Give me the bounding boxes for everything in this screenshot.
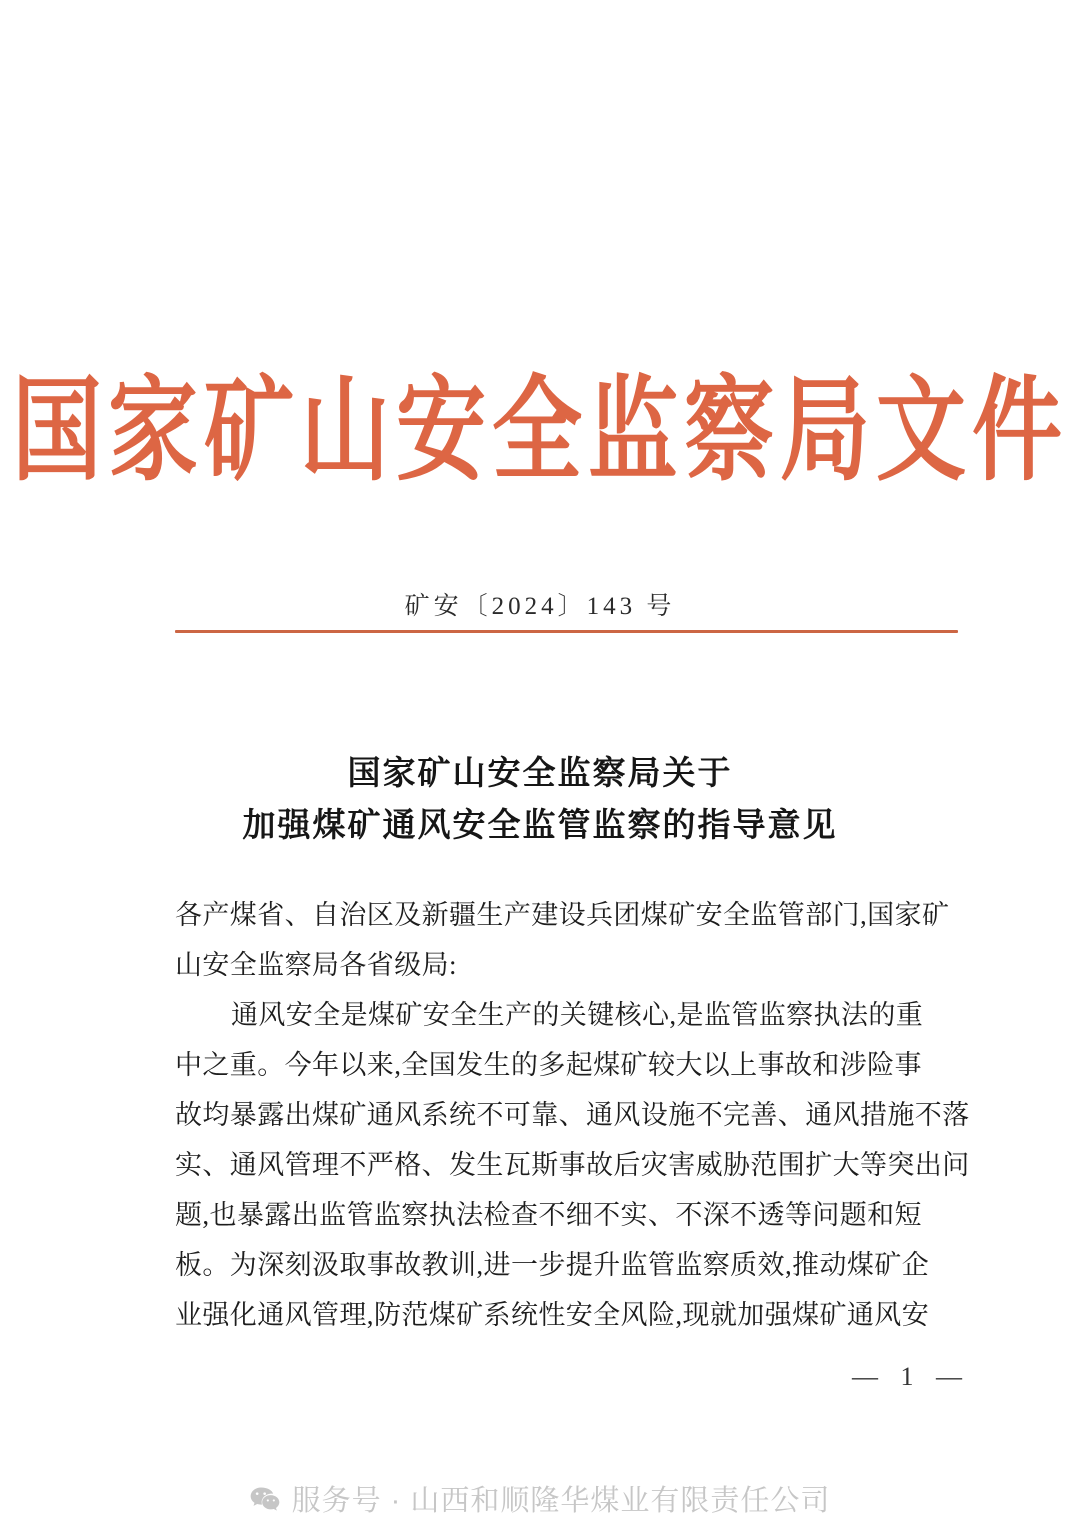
document-title-line-1: 国家矿山安全监察局关于 [347,756,733,792]
body-line: 题,也暴露出监管监察执法检查不细不实、不深不透等问题和短 [175,1200,922,1230]
body-line: 各产煤省、自治区及新疆生产建设兵团煤矿安全监管部门,国家矿 [175,900,950,930]
page-number: — 1 — [852,1362,970,1391]
masthead-title: 国家矿山安全监察局文件 [12,370,1068,495]
body-line: 山安全监察局各省级局: [175,950,457,980]
masthead-banner [0,372,1080,494]
footer-account-text: 服务号 · 山西和顺隆华煤业有限责任公司 [291,1485,831,1517]
body-line: 实、通风管理不严格、发生瓦斯事故后灾害威胁范围扩大等突出问 [175,1150,970,1180]
body-line: 中之重。今年以来,全国发生的多起煤矿较大以上事故和涉险事 [175,1050,922,1080]
body-line: 故均暴露出煤矿通风系统不可靠、通风设施不完善、通风措施不落 [175,1100,970,1130]
document-body [175,890,970,1340]
document-number: 矿安〔2024〕143 号 [404,593,676,620]
footer-watermark [0,1478,1080,1519]
red-separator-rule [175,630,958,633]
body-line: 通风安全是煤矿安全生产的关键核心,是监管监察执法的重 [231,1000,924,1030]
body-line: 业强化通风管理,防范煤矿系统性安全风险,现就加强煤矿通风安 [175,1300,930,1330]
document-title-line-2: 加强煤矿通风安全监管监察的指导意见 [242,808,838,844]
body-line: 板。为深刻汲取事故教训,进一步提升监管监察质效,推动煤矿企 [175,1250,930,1280]
document-title [0,748,1080,852]
wechat-icon [250,1486,280,1512]
